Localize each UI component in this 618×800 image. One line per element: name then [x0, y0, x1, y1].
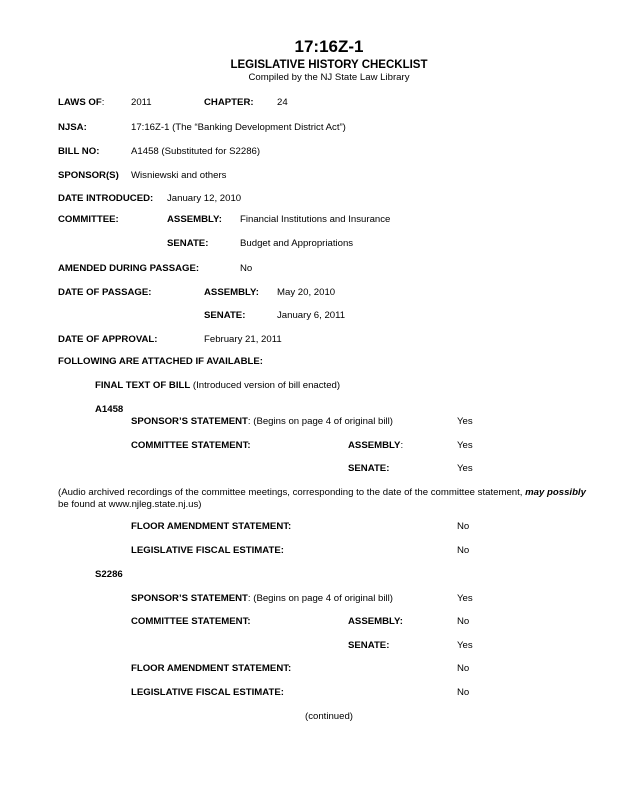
- s2286-committee-assembly-value: No: [457, 616, 470, 627]
- s2286-committee-assembly-label: ASSEMBLY:: [348, 616, 403, 627]
- a1458-sponsor-value: Yes: [457, 416, 473, 427]
- passage-assembly-label: ASSEMBLY:: [204, 287, 259, 298]
- bill-no-label: BILL NO:: [58, 146, 100, 157]
- s2286-committee-senate-value: Yes: [457, 640, 473, 651]
- s2286-committee-statement: COMMITTEE STATEMENT:: [131, 616, 251, 627]
- bill-no-value: A1458 (Substituted for S2286): [131, 146, 261, 157]
- a1458-committee-senate-label: SENATE:: [348, 463, 390, 474]
- committee-label: COMMITTEE:: [58, 214, 119, 225]
- a1458-floor-amendment-label: FLOOR AMENDMENT STATEMENT:: [131, 521, 292, 532]
- page-title: 17:16Z-1: [294, 37, 364, 56]
- committee-assembly-value: Financial Institutions and Insurance: [240, 214, 391, 225]
- amended-label: AMENDED DURING PASSAGE:: [58, 263, 200, 274]
- a1458-committee-assembly-label: ASSEMBLY:: [348, 440, 404, 451]
- a1458-bill-label: A1458: [95, 404, 124, 415]
- sponsors-value: Wisniewski and others: [131, 170, 227, 181]
- s2286-fiscal-estimate-value: No: [457, 687, 470, 698]
- s2286-floor-amendment-label: FLOOR AMENDMENT STATEMENT:: [131, 663, 292, 674]
- sponsors-label: SPONSOR(S): [58, 170, 119, 181]
- committee-senate-label: SENATE:: [167, 238, 209, 249]
- date-introduced-value: January 12, 2010: [167, 193, 242, 204]
- s2286-sponsor-statement: SPONSOR’S STATEMENT: (Begins on page 4 of original bill): [131, 593, 393, 604]
- date-of-passage-label: DATE OF PASSAGE:: [58, 287, 152, 298]
- a1458-committee-senate-value: Yes: [457, 463, 473, 474]
- s2286-committee-senate-label: SENATE:: [348, 640, 390, 651]
- chapter-label: CHAPTER:: [204, 97, 254, 108]
- committee-senate-value: Budget and Appropriations: [240, 238, 354, 249]
- passage-senate-label: SENATE:: [204, 310, 246, 321]
- a1458-fiscal-estimate-label: LEGISLATIVE FISCAL ESTIMATE:: [131, 545, 284, 556]
- compiled-by: Compiled by the NJ State Law Library: [248, 72, 410, 83]
- committee-assembly-label: ASSEMBLY:: [167, 214, 222, 225]
- s2286-sponsor-value: Yes: [457, 593, 473, 604]
- final-text-line: FINAL TEXT OF BILL (Introduced version of bill enacted): [95, 380, 341, 391]
- chapter-value: 24: [277, 97, 288, 108]
- following-heading: FOLLOWING ARE ATTACHED IF AVAILABLE:: [58, 356, 263, 367]
- a1458-floor-amendment-value: No: [457, 521, 470, 532]
- s2286-floor-amendment-value: No: [457, 663, 470, 674]
- njsa-value: 17:16Z-1 (The “Banking Development District Act”): [131, 122, 346, 133]
- s2286-fiscal-estimate-label: LEGISLATIVE FISCAL ESTIMATE:: [131, 687, 284, 698]
- laws-of-label: LAWS OF:: [58, 97, 105, 108]
- date-of-approval-label: DATE OF APPROVAL:: [58, 334, 158, 345]
- passage-senate-value: January 6, 2011: [277, 310, 346, 321]
- continued-note: (continued): [305, 711, 353, 722]
- njsa-label: NJSA:: [58, 122, 87, 133]
- a1458-fiscal-estimate-value: No: [457, 545, 470, 556]
- amended-value: No: [240, 263, 253, 274]
- audio-note: (Audio archived recordings of the committee meetings, corresponding to the date of the committee statement, may possibly be found at www.njleg.state.nj.us): [58, 487, 586, 510]
- page-subtitle: LEGISLATIVE HISTORY CHECKLIST: [230, 59, 428, 71]
- passage-assembly-value: May 20, 2010: [277, 287, 336, 298]
- date-introduced-label: DATE INTRODUCED:: [58, 193, 154, 204]
- s2286-bill-label: S2286: [95, 569, 123, 580]
- a1458-committee-statement: COMMITTEE STATEMENT:: [131, 440, 251, 451]
- a1458-committee-assembly-value: Yes: [457, 440, 473, 451]
- date-of-approval-value: February 21, 2011: [204, 334, 282, 345]
- a1458-sponsor-statement: SPONSOR’S STATEMENT: (Begins on page 4 of original bill): [131, 416, 393, 427]
- laws-of-value: 2011: [131, 97, 152, 108]
